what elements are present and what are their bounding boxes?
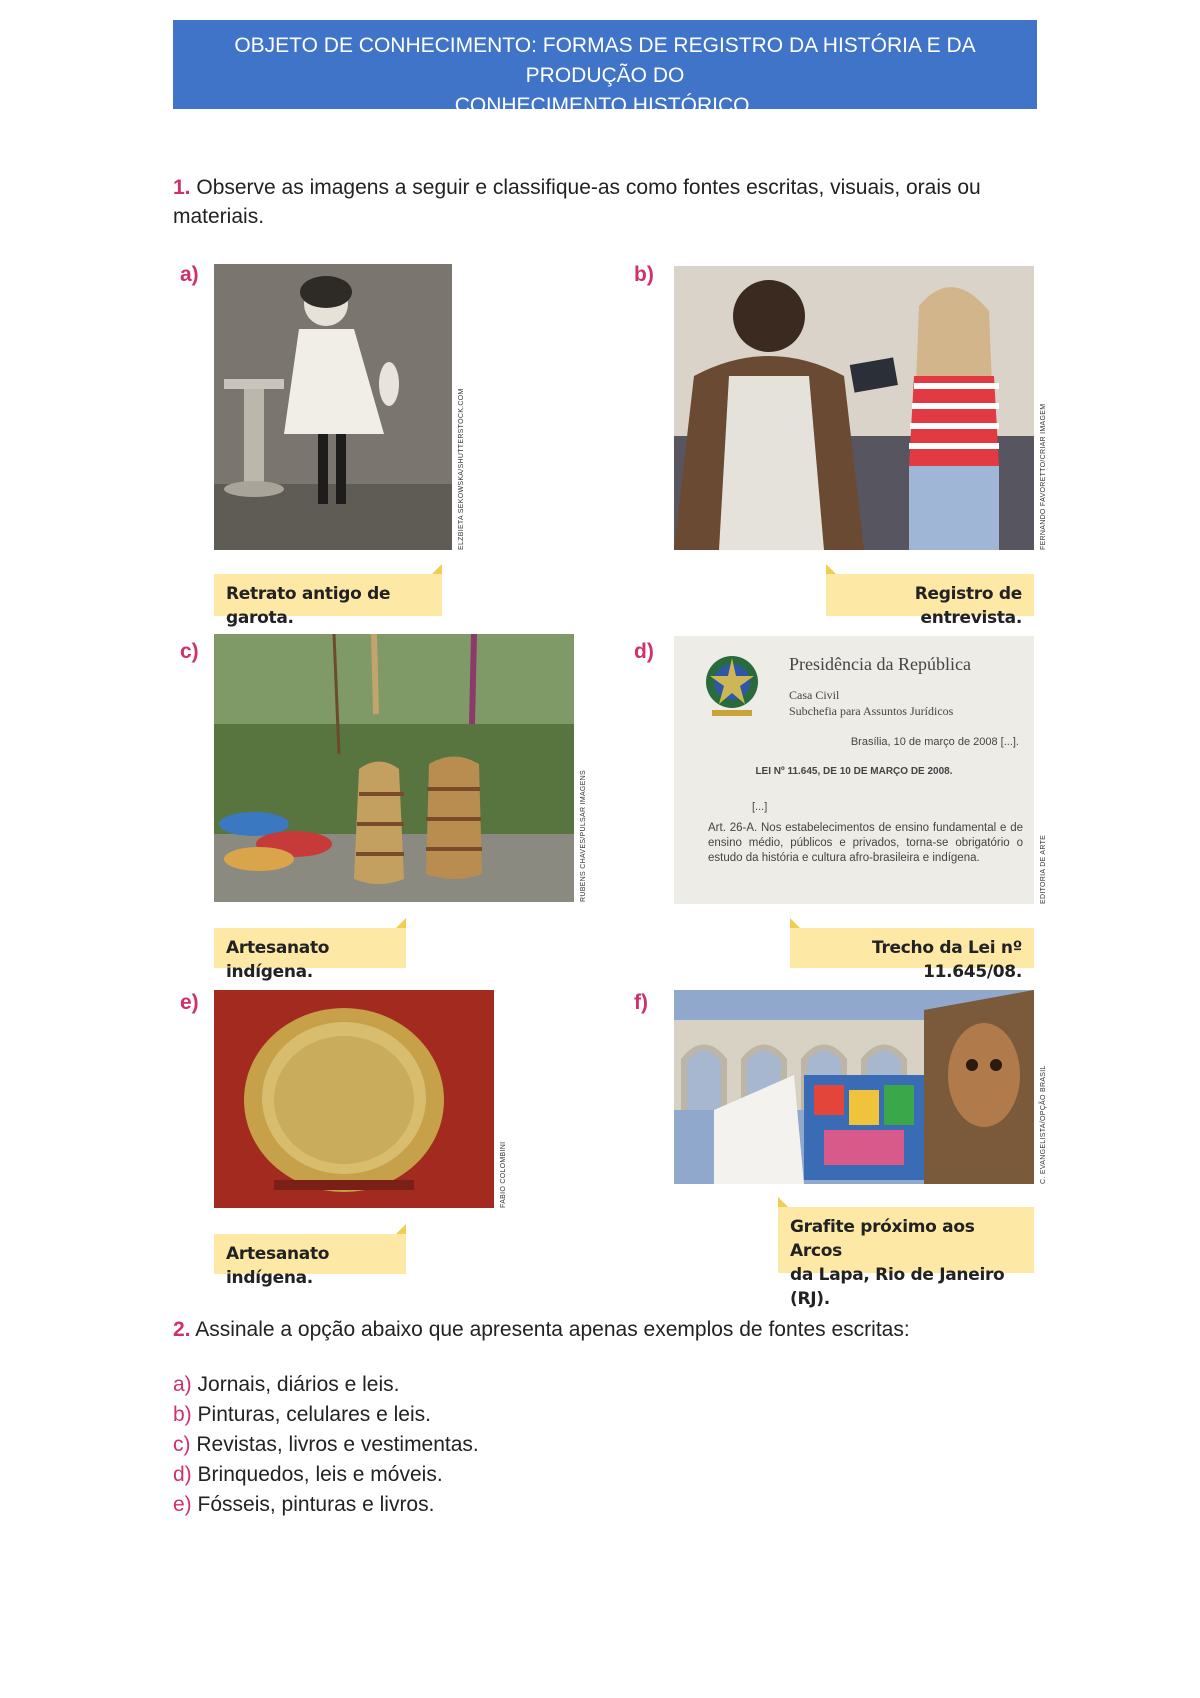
panel-b-letter: b) xyxy=(634,263,654,286)
panel-e-caption xyxy=(214,1234,406,1288)
indigenous-bowl-photo xyxy=(214,990,494,1208)
girl-portrait-illustration xyxy=(214,264,452,550)
topic-banner xyxy=(173,20,1037,117)
option-b[interactable] xyxy=(173,1400,479,1430)
panel-d-caption xyxy=(790,928,1034,982)
option-c-text: Revistas, livros e vestimentas. xyxy=(196,1433,479,1456)
panel-f-caption-line-1: Grafite próximo aos Arcos xyxy=(790,1217,975,1261)
question-2 xyxy=(173,1315,1053,1344)
panel-c-caption-text: Artesanato indígena. xyxy=(226,938,330,982)
panel-d-credit: EDITORIA DE ARTE xyxy=(1040,834,1047,904)
option-d-text: Brinquedos, leis e móveis. xyxy=(197,1463,443,1486)
option-b-letter: b) xyxy=(173,1403,192,1426)
option-e[interactable] xyxy=(173,1490,479,1520)
law-doc-title: Presidência da República xyxy=(789,654,971,674)
option-a[interactable] xyxy=(173,1370,479,1400)
option-e-text: Fósseis, pinturas e livros. xyxy=(197,1493,435,1516)
panel-c-letter: c) xyxy=(180,640,199,663)
law-doc-article: Art. 26-A. Nos estabelecimentos de ensino fundamental e de ensino médio, públicos e privados, torna-se obrigatório o estudo da história e cultura afro-brasileira e indígena. xyxy=(708,822,1023,864)
indigenous-crafts-photo xyxy=(214,634,574,902)
option-a-text: Jornais, diários e leis. xyxy=(197,1373,400,1396)
topic-line-1: OBJETO DE CONHECIMENTO: FORMAS DE REGISTRO DA HISTÓRIA E DA PRODUÇÃO DO xyxy=(234,34,976,87)
law-doc-law: LEI Nº 11.645, DE 10 DE MARÇO DE 2008. xyxy=(755,766,953,777)
panel-e-credit: FABIO COLOMBINI xyxy=(500,1141,507,1208)
question-1-number: 1. xyxy=(173,176,191,199)
law-document-image xyxy=(674,636,1034,904)
panel-a-letter: a) xyxy=(180,263,199,286)
law-doc-sub2: Subchefia para Assuntos Jurídicos xyxy=(789,704,954,718)
panel-b-caption xyxy=(826,574,1034,628)
interview-photo xyxy=(674,266,1034,550)
graffiti-illustration xyxy=(674,990,1034,1184)
question-1 xyxy=(173,173,1053,231)
interview-illustration xyxy=(674,266,1034,550)
panel-a-credit: ELZBIETA SEKOWSKA/SHUTTERSTOCK.COM xyxy=(458,388,465,550)
option-d-letter: d) xyxy=(173,1463,192,1486)
law-doc-ellipsis: [...] xyxy=(752,801,768,813)
panel-d-caption-text: Trecho da Lei nº 11.645/08. xyxy=(872,938,1022,982)
panel-b-credit: FERNANDO FAVORETTO/CRIAR IMAGEM xyxy=(1040,403,1047,550)
panel-e-caption-text: Artesanato indígena. xyxy=(226,1244,330,1288)
panel-f-caption xyxy=(778,1207,1034,1309)
graffiti-lapa-photo xyxy=(674,990,1034,1184)
question-2-text: Assinale a opção abaixo que apresenta apenas exemplos de fontes escritas: xyxy=(195,1318,910,1341)
panel-a-caption-text: Retrato antigo de garota. xyxy=(226,584,391,628)
panel-a-caption xyxy=(214,574,442,628)
option-c[interactable] xyxy=(173,1430,479,1460)
baskets-illustration xyxy=(214,634,574,902)
law-doc-date: Brasília, 10 de março de 2008 [...]. xyxy=(850,736,1019,748)
option-b-text: Pinturas, celulares e leis. xyxy=(197,1403,431,1426)
answer-options xyxy=(173,1370,479,1520)
panel-e-letter: e) xyxy=(180,991,199,1014)
option-c-letter: c) xyxy=(173,1433,191,1456)
panel-f-letter: f) xyxy=(634,991,648,1014)
panel-d-letter: d) xyxy=(634,640,654,663)
panel-f-credit: C. EVANGELISTA/OPÇÃO BRASIL xyxy=(1040,1065,1047,1184)
option-a-letter: a) xyxy=(173,1373,192,1396)
panel-c-credit: RUBENS CHAVES/PULSAR IMAGENS xyxy=(580,770,587,902)
question-2-number: 2. xyxy=(173,1318,191,1341)
panel-f-caption-line-2: da Lapa, Rio de Janeiro (RJ). xyxy=(790,1265,1005,1309)
coat-of-arms-icon xyxy=(702,652,762,722)
option-d[interactable] xyxy=(173,1460,479,1490)
panel-b-caption-text: Registro de entrevista. xyxy=(914,584,1022,628)
topic-line-2: CONHECIMENTO HISTÓRICO. xyxy=(454,94,756,117)
old-portrait-photo xyxy=(214,264,452,550)
panel-c-caption xyxy=(214,928,406,982)
law-doc-sub1: Casa Civil xyxy=(789,688,840,702)
bowl-illustration xyxy=(214,990,494,1208)
question-1-text: Observe as imagens a seguir e classifique-as como fontes escritas, visuais, orais ou materiais. xyxy=(173,176,981,228)
option-e-letter: e) xyxy=(173,1493,192,1516)
